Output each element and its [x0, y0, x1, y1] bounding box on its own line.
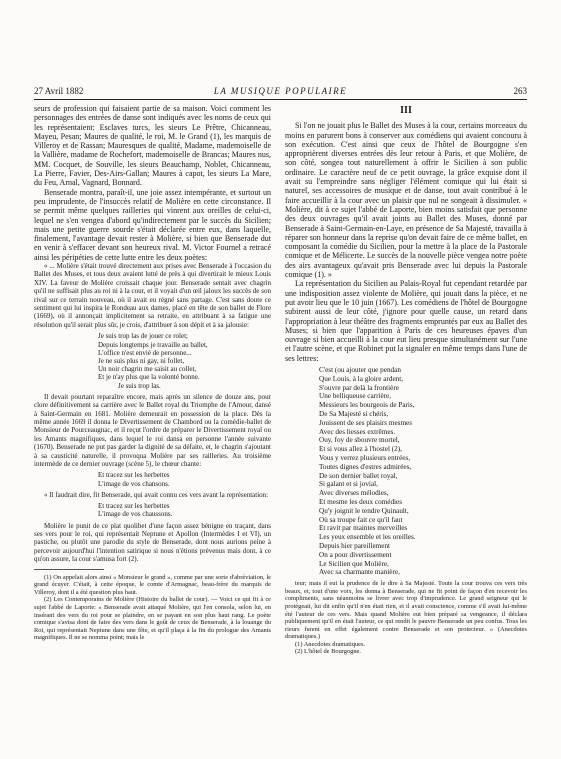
running-header: [34, 86, 527, 100]
verse-line: Les yeux ensemble et les oreilles.: [319, 533, 416, 542]
verse-line: Et tracez sur les herbettes: [98, 471, 170, 480]
paragraph: Benserade montra, paraît-il, une joie assez intempérante, et surtout un peu imprudente, de l'insuccès relatif de Molière en cette circonstance. Il se permit même quelques railleries qui vinrent aux oreilles de celui-ci, lequel ne s'en vengea d'abord qu'indirectement par le succès du Sicilien; mais une petite guerre sourde s'était déclarée entre eux, dans laquelle, finalement, l'avantage devait rester à Molière, si bien que Benserade dut en venir à s'effacer devant son heureux rival. M. Victor Fournel a retracé ainsi les péripéties de cette lutte entre les deux poètes:: [34, 187, 271, 262]
page-number: 263: [513, 86, 527, 96]
footnote-continuation: teur; mais il eut la prudence de le dire à Sa Majesté. Toute la cour trouva ces vers très beaux, et, tout d'une voix, les donna à Benserade, qui ne fit point de façon d'en recevoir les compliments, sans néanmoins se livrer avec trop d'imprudence. Le grand seigneur qui le protégeait, lui dit enfin qu'il n'en était rien, et il avait conscience, comme s'il avait lui-même été l'auteur de ces vers. Mais quand Molière eut bien préparé sa vengeance, il déclara publiquement qu'il en était l'auteur, ce qui rendit le pauvre Benserade un peu confus. Tous les rieurs furent en effet également contre Benserade et son protecteur. » (Anecdotes dramatiques.): [285, 580, 527, 641]
verse-line: L'image de vos chansons.: [98, 479, 170, 488]
verse-line: De Sa Majesté si chéris,: [319, 410, 389, 418]
verse-parody: [34, 502, 271, 518]
verse-robinet: [285, 366, 527, 577]
verse-chorus: [34, 471, 271, 487]
section-number: III: [400, 105, 412, 116]
paragraph: La représentation du Sicilien au Palais-Royal fut cependant retardée par une indisposition assez violente de Molière, qui jouait dans la pièce, et ne put avoir lieu que le 10 juin (1667). Les comédiens de l'hôtel de Bourgogne subirent aussi de leur côté, j'ignore pour quelle cause, un retard dans l'appropriation à leur théâtre des fragments empruntés par eux au Ballet des Muses; si bien que l'apparition à Paris de ces heureuses épaves d'un ouvrage si bien accueilli à la cour eut lieu presque simultanément sur l'une et l'autre scène, et que Robinet put la signaler en même temps dans l'une de ses lettres:: [285, 279, 527, 363]
verse-line: On a pour divertissement: [319, 550, 392, 559]
verse-line: Et si vous allez à l'hostel (2),: [319, 445, 402, 454]
verse-line: Et ravit par maintes merveilles: [319, 524, 408, 533]
verse-line: Toutes dignes d'estres admirées,: [319, 462, 412, 471]
verse-line: Et je n'ay plus que la volonté bonne.: [98, 373, 200, 382]
footnote: (1) On appelait alors ainsi « Monsieur le grand », comme par une sorte d'abréviation, le grand écuyer. C'était, à cette époque, le comte d'Armagnac, beau-frère du marquis de Villeroy, dont il a été question plus haut.: [34, 573, 271, 596]
verse-line: Avec diverses mélodies,: [319, 489, 389, 498]
verse-line: Où sa troupe fait ce qu'il faut: [319, 515, 403, 524]
verse-line: L'office n'est envié de personne...: [98, 348, 192, 357]
verse-line: Un noir chagrin me saisit au collet,: [98, 365, 197, 374]
verse-line: Avec sa charmante manière,: [319, 568, 400, 577]
verse-line: Une belliqueuse carrière,: [319, 392, 392, 401]
verse-line: Avec des liesses extrêmes.: [319, 427, 396, 436]
verse-line: Et tracez sur les herbettes: [98, 502, 170, 511]
header-rule: [34, 99, 527, 100]
footnote-rule: [34, 569, 104, 570]
issue-date: 27 Avril 1882: [34, 86, 84, 96]
footnote: (2) L'hôtel de Bourgogne.: [295, 648, 361, 656]
verse-line: Si galant et si jovial,: [319, 480, 378, 489]
right-column: [285, 104, 527, 656]
footnote: (1) Anecdotes dramatiques.: [295, 640, 366, 648]
verse-line: Depuis longtemps je travaille au ballet,: [98, 340, 208, 349]
verse-rondeau: [34, 332, 271, 389]
quotation: Il devait pourtant reparaître encore, mais après un silence de douze ans, pour clore définitivement sa carrière avec le Ballet royal du Triomphe de l'Amour, dansé à Saint-Germain en 1681. Molière demeurait en possession de la place. Dès la même année 1669 il donna le Divertissement de Chambord ou la comédie-ballet de Monsieur de Pourceaugnac, et il reçut l'ordre de préparer le Divertissement royal ou les Amants magnifiques, dans lequel le roi dansa en personne l'année suivante (1670). Benserade ne put pas garder la dignité de sa défaite, et, le chagrin s'ajoutant à sa causticité naturelle, il provoqua Molière par ses railleries. Au troisième intermède de ce dernier ouvrage (scène 5), le chœur chante:: [34, 392, 271, 468]
quotation: « ... Molière s'était trouvé directement aux prises avec Benserade à l'occasion du Ballet des Muses, et tous deux avaient lutté de près à qui divertirait le mieux Louis XIV. La faveur de Molière croissait chaque jour. Benserade sentait avec chagrin qu'il ne suffisait plus au roi ni à la cour, et il voyait d'un œil jaloux les succès de son rival sur ce terrain nouveau, où il avait eu régné sans partage. C'est sans doute ce sentiment qui lui inspira le Rondeau aux dames, placé en tête de son ballet de Flore (1669), où il annonçait implicitement sa retraite, en attribuant à sa fatigue une résolution qu'il serait plus sûr, je crois, d'attribuer à son dépit et à sa jalousie:: [34, 262, 271, 329]
verse-line: Vous y verrez plusieurs entrées,: [319, 453, 411, 462]
paragraph: seurs de profession qui faisaient partie de sa maison. Voici comment les personnages des entrées de danse sont indiqués avec les noms de ceux qui les représentaient: Esclaves turcs, les sieurs Le Prêtre, Chicanneau, Mayeu, Pesan; Maures de qualité, le roi, M. le Grand (1), les marquis de Villeroy et de Rassan; Mauresques de qualité, Madame, mademoiselle de la Vallière, madame de Rochefort, mademoiselle de Brancas; Maures nus, MM. Cocquet, de Souville, les sieurs Beauchamp, Noblet, Chicanneau, La Pierre, Favier, Des-Airs-Gallan; Maures à capot, les sieurs La Mare, du Feu, Arnal, Vagnard, Bonnard.: [34, 104, 271, 188]
verse-line: S'ouvre par delà la frontière: [319, 383, 399, 392]
verse-line: Qu'y joignit le tendre Quinault,: [319, 506, 409, 515]
left-column: [34, 104, 271, 642]
verse-line: Je suis trop las de jouer ce rolet;: [98, 332, 189, 341]
verse-line: Ouy, foy de sbouvre mortel,: [319, 436, 400, 445]
journal-title: LA MUSIQUE POPULAIRE: [213, 86, 348, 96]
verse-line: De son dernier ballet royal,: [319, 471, 398, 480]
paragraph: Si l'on ne jouait plus le Ballet des Muses à la cour, certains morceaux du moins en parurent bons à conserver aux comédiens qui avaient concouru à son exécution. C'est ainsi que ceux de l'hôtel de Bourgogne s'en approprièrent diverses entrées dès leur retour à Paris, et que Molière, de son côté, songea tout naturellement à offrir le Sicilien à son public ordinaire. Le caractère neuf de ce petit ouvrage, la grâce exquise dont il avait su l'empreindre sans négliger l'élément comique qui lui était si naturel, ses accessoires de musique et de danse, tout avait contribué à le faire accueillir à la cour avec un plaisir que nul ne songeait à dissimuler. « Molière, dit à ce sujet l'abbé de Laporte, bien moins satisfait que personne des deux ouvrages qu'il avait joints au Ballet des Muses, donné par Benserade à Saint-Germain-en-Laye, en présence de Sa Majesté, travailla à réparer son honneur dans la reprise qu'on devait faire de ce même ballet, en composant la comédie du Sicilien, pour la mettre à la place de la Pastorale comique et de Mélicerte. Le succès de la nouvelle pièce vengea notre poète des airs avantageux qu'avait pris Benserade avec lui depuis la Pastorale comique (1). »: [285, 121, 527, 280]
verse-line: Et mesme les deux comédies: [319, 497, 403, 506]
verse-line: Depuis hier pareillement: [319, 541, 391, 550]
verse-line: Que Louis, à la gloire ardent,: [319, 374, 404, 383]
quotation: « Il faudrait dire, fit Benserade, qui avait connu ces vers avant la représentation:: [44, 490, 269, 499]
footnote: (2) Les Contemporains de Molière (Histoire du ballet de cour). — Voici ce qui fit à ce sujet l'abbé de Laporte: « Benserade avait attaqué Molière, qui l'en consola, selon lui, en insérant des vers du roi pour se plaindre, en se payant en son plus haut rang. Le poète comique s'avisa dont de faire des vers dans le goût de ceux de Benserade, à la louange du Roi, qui représentait Neptune dans une fête, et qu'il plaça à la fin du prologue des Amants magnifiques. Il ne se nomma point; mais le: [34, 596, 271, 642]
verse-line: C'est (ou ajouter que pendan: [319, 366, 401, 375]
verse-line: Le Sicilien que Molière,: [319, 559, 389, 568]
quotation: Molière le punit de ce plat quolibet d'une façon assez bénigne en traçant, dans ses vers pour le roi, qui représentait Neptune et Apollon (Intermèdes I et VI), un pastiche, ou plutôt une parodie du style de Benserade, dont nous aurions peine à percevoir aujourd'hui l'intention satirique si nous n'étions prévenus mais dont, à ce qu'on assure, la cour s'amusa fort (2).: [34, 521, 271, 564]
verse-line: L'image de vos chaussons.: [98, 510, 173, 519]
verse-line: Je suis trop las.: [118, 381, 161, 390]
verse-line: Je ne suis plus ni gay, ni follet,: [98, 356, 185, 365]
verse-line: Jouissent de ses plaisirs mesmes: [319, 418, 413, 427]
verse-line: Messieurs les bourgeois de Paris,: [319, 401, 415, 410]
